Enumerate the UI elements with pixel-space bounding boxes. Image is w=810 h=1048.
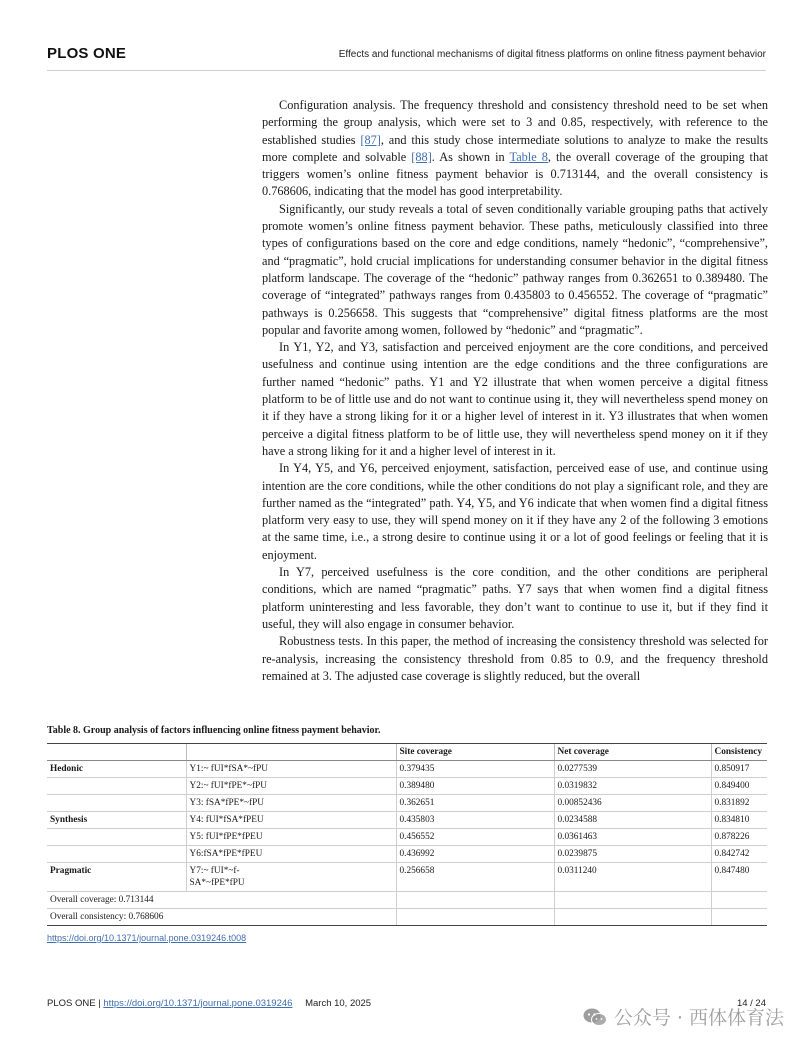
paragraph-integrated: In Y4, Y5, and Y6, perceived enjoyment, satisfaction, perceived ease of use, and continue using intention are the core conditions, while the other conditions do not play a significant role, and they are further named as the “integrated” path. Y4, Y5, and Y6 indicate that when women find a digital fitness platform very easy to use, they will spend money on it if they have any 2 of the following 3 emotions at the same time, i.e., a strong desire to continue using it or a lot of good feelings or feeling that it is enjoyment. <box>262 461 768 562</box>
column-header-consistency: Consistency <box>711 744 767 761</box>
site-coverage-cell: 0.362651 <box>396 795 554 812</box>
column-header <box>47 744 186 761</box>
footer-brand: PLOS ONE | <box>47 998 104 1009</box>
table-row <box>47 829 767 846</box>
consistency-cell: 0.847480 <box>711 863 767 892</box>
watermark-text: 公众号 · 西体体育法 <box>613 1007 784 1029</box>
site-coverage-cell: 0.435803 <box>396 812 554 829</box>
table-summary-row <box>47 892 767 909</box>
page-header <box>47 45 766 67</box>
net-coverage-cell: 0.00852436 <box>554 795 711 812</box>
group-cell <box>47 846 186 863</box>
publication-date: March 10, 2025 <box>305 998 372 1009</box>
paragraph-configuration-analysis: Configuration analysis. The frequency threshold and consistency threshold need to be set when performing the group analysis, which were set to 3 and 0.85, respectively, with reference to the established studies [87], and this study chose intermediate solutions to analyze to make the results more complete and solvable [88]. As shown in Table 8, the overall coverage of the grouping that triggers women’s online fitness payment behavior is 0.713144, and the overall consistency is 0.768606, indicating that the model has good interpretability. <box>262 98 769 199</box>
net-coverage-cell: 0.0311240 <box>554 863 711 892</box>
table-caption: Table 8. Group analysis of factors influencing online fitness payment behavior. <box>47 725 381 736</box>
table-row <box>47 846 767 863</box>
net-coverage-cell: 0.0234588 <box>554 812 711 829</box>
column-header <box>186 744 396 761</box>
page-number: 14 / 24 <box>736 998 766 1009</box>
group-cell <box>47 795 186 812</box>
consistency-cell: 0.849400 <box>711 778 767 795</box>
header-divider <box>47 70 766 71</box>
group-cell: Pragmatic <box>47 863 186 892</box>
group-analysis-table <box>47 743 767 926</box>
overall-coverage: Overall coverage: 0.713144 <box>47 892 396 909</box>
reference-link-88[interactable]: [88] <box>411 149 432 164</box>
table-row <box>47 778 767 795</box>
consistency-cell: 0.842742 <box>711 846 767 863</box>
group-cell: Hedonic <box>47 761 186 778</box>
consistency-cell: 0.878226 <box>711 829 767 846</box>
footer-doi-link[interactable]: https://doi.org/10.1371/journal.pone.0319246 <box>103 998 293 1009</box>
group-cell <box>47 778 186 795</box>
watermark <box>582 1003 784 1030</box>
path-cell: Y2:~ fUI*fPE*~fPU <box>186 778 396 795</box>
path-cell: Y3: fSA*fPE*~fPU <box>186 795 396 812</box>
column-header-net-coverage: Net coverage <box>554 744 711 761</box>
table-row <box>47 795 767 812</box>
path-cell: Y6:fSA*fPE*fPEU <box>186 846 396 863</box>
group-cell: Synthesis <box>47 812 186 829</box>
site-coverage-cell: 0.389480 <box>396 778 554 795</box>
journal-brand: PLOS ONE <box>47 45 127 62</box>
net-coverage-cell: 0.0239875 <box>554 846 711 863</box>
paragraph-seven-paths: Significantly, our study reveals a total of seven conditionally variable grouping paths that actively promote women’s online fitness payment behavior. These paths, meticulously classified into three types of configurations based on the core and edge conditions, namely “hedonic”, “comprehensive”, and “pragmatic”, hold crucial implications for understanding consumer behavior in the digital fitness platform landscape. The coverage of the “hedonic” pathway ranges from 0.362651 to 0.389480. The coverage of “integrated” pathways ranges from 0.435803 to 0.456552. The coverage of “pragmatic” pathways is 0.256658. This suggests that “comprehensive” digital fitness platforms are the most popular and favorite among women, followed by “hedonic” and “pragmatic”. <box>262 201 768 337</box>
consistency-cell: 0.834810 <box>711 812 767 829</box>
table-header-row <box>47 744 767 761</box>
wechat-icon <box>582 1007 608 1027</box>
path-cell: Y7:~ fUI*~f- SA*~fPE*fPU <box>186 863 396 892</box>
paragraph-hedonic: In Y1, Y2, and Y3, satisfaction and perceived enjoyment are the core conditions, and perceived usefulness and continue using intention are the edge conditions and the three configurations are further named “hedonic” paths. Y1 and Y2 illustrate that when women perceive a digital fitness platform to be of little use and do not want to continue using it, they will nevertheless spend money on it if they have a strong liking for it or a higher level of interest in it. Y3 illustrates that when women perceive a digital fitness platform to be of little use, they will nevertheless spend money on it if they have a strong liking for it and a higher level of interest in it. <box>262 340 768 458</box>
net-coverage-cell: 0.0277539 <box>554 761 711 778</box>
table-doi-link[interactable]: https://doi.org/10.1371/journal.pone.0319246.t008 <box>47 933 247 943</box>
site-coverage-cell: 0.456552 <box>396 829 554 846</box>
consistency-cell: 0.850917 <box>711 761 767 778</box>
overall-consistency: Overall consistency: 0.768606 <box>47 909 396 926</box>
reference-link-87[interactable]: [87] <box>360 132 381 147</box>
consistency-cell: 0.831892 <box>711 795 767 812</box>
site-coverage-cell: 0.256658 <box>396 863 554 892</box>
table-row <box>47 863 767 892</box>
running-title: Effects and functional mechanisms of digital fitness platforms on online fitness payment behavior <box>338 49 766 60</box>
site-coverage-cell: 0.379435 <box>396 761 554 778</box>
table-summary-row <box>47 909 767 926</box>
column-header-site-coverage: Site coverage <box>396 744 554 761</box>
site-coverage-cell: 0.436992 <box>396 846 554 863</box>
table-8 <box>47 725 767 943</box>
net-coverage-cell: 0.0319832 <box>554 778 711 795</box>
group-cell <box>47 829 186 846</box>
net-coverage-cell: 0.0361463 <box>554 829 711 846</box>
paragraph-robustness: Robustness tests. In this paper, the method of increasing the consistency threshold was selected for re-analysis, increasing the consistency threshold from 0.85 to 0.9, and the frequency threshold remained at 3. The adjusted case coverage is slightly reduced, but the overall <box>262 634 768 683</box>
path-cell: Y1:~ fUI*fSA*~fPU <box>186 761 396 778</box>
table-8-link[interactable]: Table 8 <box>509 149 548 164</box>
path-cell: Y4: fUI*fSA*fPEU <box>186 812 396 829</box>
paragraph-pragmatic: In Y7, perceived usefulness is the core condition, and the other conditions are peripheral conditions, which are named “pragmatic” paths. Y7 says that when women find a digital fitness platform uninteresting and less favorable, they don’t want to continue to use it, but if they find it useful, they will also engage in consumer behavior. <box>262 565 768 631</box>
path-cell: Y5: fUI*fPE*fPEU <box>186 829 396 846</box>
article-body <box>262 97 768 685</box>
table-row <box>47 812 767 829</box>
table-row <box>47 761 767 778</box>
